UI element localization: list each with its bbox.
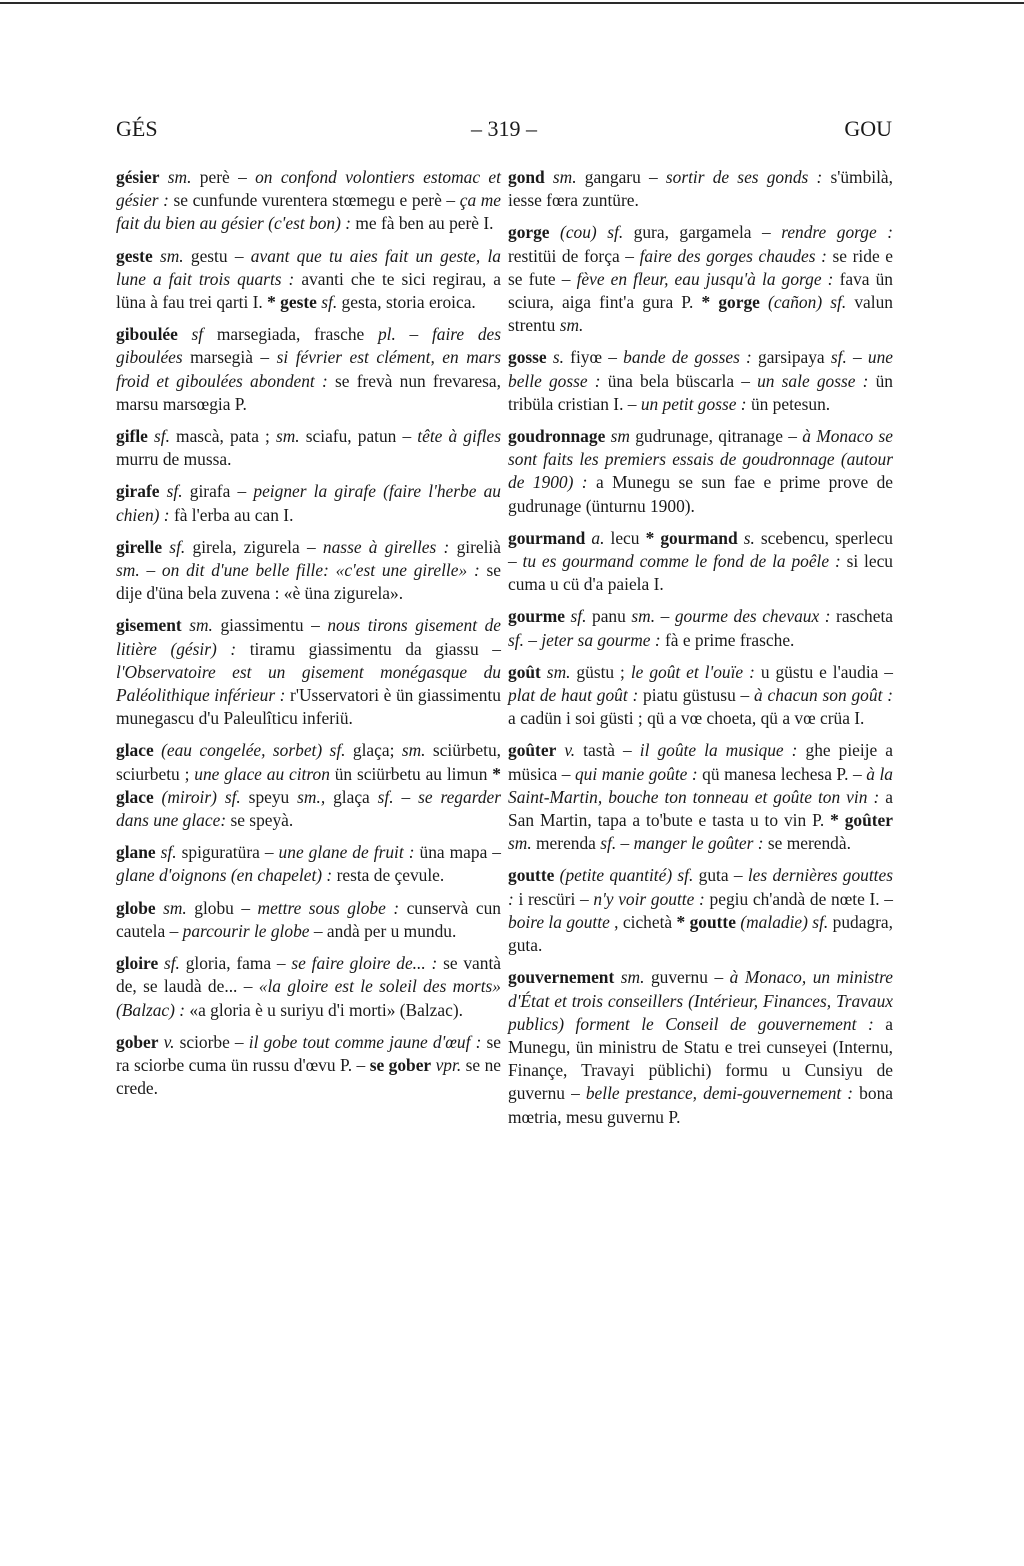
dictionary-entry [508, 425, 893, 518]
entry-text: – [655, 606, 675, 627]
italic-text: sm. [116, 560, 140, 581]
headword: gouvernement [508, 967, 615, 988]
entry-text: – [616, 833, 634, 854]
italic-text: un petit gosse : [640, 393, 747, 414]
italic-text: une belle gosse : [508, 347, 893, 391]
italic-text: un sale gosse : [757, 370, 869, 391]
italic-text: pl. [377, 324, 396, 345]
entry-text: fà e prime frasche. [660, 629, 795, 650]
headword: goûter [508, 740, 557, 761]
dictionary-entry [116, 897, 501, 943]
entry-text: fiyœ – [563, 347, 624, 368]
entry-text: a Munegu, ün ministru de Statu e trei cunseyei (Internu, Finançe, Travayi püblichi) formu u Cunsiyu de guvernu – [508, 1013, 893, 1104]
italic-text: (cañon) sf. [759, 292, 847, 313]
headword: se gober [369, 1054, 432, 1075]
entry-text: ghe pieije a müsica – [508, 740, 894, 784]
entry-text: gloria, fama – [179, 953, 292, 974]
top-border [0, 2, 1024, 4]
dictionary-entry [508, 346, 893, 416]
entry-text: glaça [325, 786, 378, 807]
entry-text: me fà ben au perè I. [351, 213, 494, 234]
entry-text: – [393, 786, 419, 807]
entry-text: gura, gargamela – [623, 222, 782, 243]
entry-text: gudrunage, qitranage – [629, 426, 803, 447]
italic-text: sf. [600, 833, 617, 854]
italic-text: fève en fleur, eau jusqu'à la gorge : [576, 268, 834, 289]
headword: * gorge [701, 292, 760, 313]
italic-text: n'y voir goutte : [593, 888, 705, 909]
italic-text: (eau congelée, sorbet) sf. [153, 740, 346, 761]
italic-text: à Monaco se sont faits les premiers essais de goudronnage (autour de 1900) : [508, 426, 893, 493]
italic-text: sf. [155, 842, 177, 863]
italic-text: (cou) sf. [549, 222, 624, 243]
entry-text: marsegià – [182, 347, 277, 368]
italic-text: vpr. [431, 1054, 462, 1075]
entry-text: se merendà. [763, 833, 851, 854]
italic-text: sm. [540, 661, 571, 682]
italic-text: sm [605, 426, 630, 447]
dictionary-entry [508, 661, 893, 731]
headword: giboulée [116, 324, 178, 345]
italic-text: s. [737, 527, 755, 548]
dictionary-entry [116, 1031, 501, 1101]
entry-text: se ra sciorbe cuma ün russu d'œvu P. – [116, 1031, 502, 1075]
italic-text: boire la goutte [508, 911, 610, 932]
entry-text: – [139, 560, 162, 581]
entry-text: a Munegu se sun fae e prime prove de gudrunage (ünturnu 1900). [508, 472, 893, 516]
italic-text: sm. [155, 897, 187, 918]
dictionary-entry [116, 952, 501, 1022]
italic-text: plat de haut goût : [508, 685, 639, 706]
headword: girafe [116, 481, 160, 502]
headword: gloire [116, 953, 159, 974]
dictionary-entry [116, 841, 501, 887]
italic-text: l'Observatoire est un gisement monégasque du Paléolithique inférieur : [116, 661, 501, 706]
entry-text: se dije d'üna bela zuvena : «è üna zigurela». [116, 560, 502, 604]
entry-text: ün petesun. [746, 393, 831, 414]
headword: glane [116, 842, 156, 863]
italic-text: tête à gifles [417, 426, 501, 447]
italic-text: (petite quantité) sf. [554, 865, 694, 886]
entry-text: se vantà de, se laudà de... – [116, 953, 501, 997]
headword: gond [508, 167, 545, 187]
entry-text: üna bela büscarla – [600, 370, 758, 391]
entry-text: ün tribüla cristian I. – [508, 370, 893, 414]
italic-text: qui manie goûte : [574, 763, 698, 784]
entry-text: se ride e se fute – [508, 245, 893, 289]
italic-text: sf. [830, 347, 847, 368]
entry-text: resta de çevule. [332, 865, 445, 886]
entry-text: scebencu, sperlecu – [508, 527, 894, 572]
italic-text: belle prestance, demi-gouvernement : [585, 1083, 854, 1104]
left-column [116, 166, 501, 1109]
entry-text: a San Martin, tapa a to'bute e tasta u to vin P. [508, 786, 893, 831]
entry-text: globu – [186, 897, 258, 918]
dictionary-entry [116, 739, 501, 832]
italic-text: à chacun son goût : [754, 685, 893, 706]
italic-text: v. [158, 1031, 175, 1052]
entry-text: se cunfunde vurentera stœmegu e perè – [168, 190, 460, 211]
italic-text: sf. [316, 292, 338, 313]
italic-text: à Monaco, un ministre d'État et trois conseillers (Intérieur, Finances, Travaux publics) forment le Conseil de gouvernement : [508, 967, 893, 1034]
headword: goutte [508, 865, 555, 886]
entry-text: qü manesa lechesa P. – [697, 763, 867, 784]
italic-text: nous tirons gisement de litière (gésir) : [116, 615, 501, 659]
dictionary-entry [116, 480, 501, 526]
headword: gorge [508, 222, 550, 243]
entry-text: spiguratüra – [176, 842, 279, 863]
dictionary-entry [116, 245, 501, 315]
entry-text: – [523, 629, 542, 650]
dictionary-entry [508, 527, 893, 597]
dictionary-entry [116, 614, 501, 730]
entry-text: – [846, 347, 868, 368]
headword: girelle [116, 536, 163, 557]
italic-text: sf. [159, 481, 183, 502]
entry-text: mascà, pata ; [169, 426, 276, 447]
entry-text: speyu [240, 786, 298, 807]
entry-text: murru de mussa. [116, 449, 232, 470]
italic-text: sf. [158, 953, 180, 974]
entry-text: gangaru – [576, 167, 666, 187]
headword: gourmand [508, 527, 586, 548]
italic-text: faire des giboulées [116, 324, 502, 368]
entry-text: i rescüri – [513, 888, 594, 909]
dictionary-entry [508, 221, 893, 337]
italic-text: glane d'oignons (en chapelet) : [116, 865, 333, 886]
italic-text: tu es gourmand comme le fond de la poêle : [522, 551, 841, 572]
headword: glace [116, 740, 154, 761]
entry-text: marsegiada, frasche [203, 324, 378, 345]
italic-text: parcourir le globe [182, 920, 310, 941]
dictionary-entry [116, 425, 501, 471]
entry-text: guta – [693, 865, 748, 886]
entry-text: cunservà cun cautela – [116, 897, 501, 941]
entry-text: se ne crede. [116, 1054, 502, 1099]
italic-text: v. [556, 740, 576, 761]
italic-text: sm. [544, 167, 577, 187]
entry-text: lecu [604, 527, 646, 548]
italic-text: sm. [631, 606, 656, 627]
italic-text: sm. [401, 740, 426, 761]
italic-text: rendre gorge : [781, 222, 893, 243]
entry-text: se speyà. [226, 810, 294, 831]
italic-text: faire des gorges chaudes : [639, 245, 827, 266]
headword: gifle [116, 426, 148, 447]
italic-text: bande de gosses : [623, 347, 752, 368]
italic-text: on confond volontiers estomac et gésier : [116, 167, 501, 211]
entry-text: avanti che te sici regirau, a lüna à fau trei qarti I. [116, 268, 501, 313]
italic-text: sm. [275, 426, 300, 447]
italic-text: sortir de ses gonds : [665, 167, 823, 187]
entry-text: rascheta [830, 606, 893, 627]
entry-text: se frevà nun frevaresa, marsu marsœgia P. [116, 370, 501, 414]
dictionary-entry [508, 739, 893, 855]
entry-text: si lecu cuma u cü d'a paiela I. [508, 551, 893, 595]
entry-text: – andà per u mundu. [309, 920, 457, 941]
entry-text: bona mœtria, mesu guvernu P. [508, 1083, 893, 1127]
italic-text: sm. [181, 615, 213, 636]
entry-text: pegiu ch'andà de nœte I. – [704, 888, 894, 909]
italic-text: sf. [377, 786, 394, 807]
dictionary-entry [508, 966, 893, 1128]
entry-text: pudagra, guta. [508, 911, 893, 956]
entry-text: girafa – [182, 481, 254, 502]
italic-text: nasse à girelles : [322, 536, 450, 557]
italic-text: peigner la girafe (faire l'herbe au chien) : [116, 481, 501, 525]
italic-text: sm. [152, 245, 184, 266]
entry-text: «a gloria è u suriyu d'i morti» (Balzac). [185, 999, 463, 1020]
entry-text: perè – [191, 167, 256, 187]
entry-text: guvernu – [644, 967, 730, 988]
dictionary-entry [116, 536, 501, 606]
entry-text: glaça; [345, 740, 402, 761]
entry-text: restitüi de força – [508, 245, 640, 266]
entry-text: girela, zigurela – [185, 536, 323, 557]
italic-text: sf. [508, 629, 524, 650]
italic-text: il gobe tout comme jaune d'œuf : [248, 1031, 482, 1052]
italic-text: (miroir) sf. [153, 786, 241, 807]
headword: gésier [116, 167, 160, 187]
italic-text: on dit d'une belle fille: «c'est une girelle» : [161, 560, 480, 581]
italic-text: une glane de fruit : [278, 842, 415, 863]
italic-text: à la Saint-Martin, bouche ton tonneau et goûte ton vin : [508, 763, 893, 807]
right-column [508, 166, 893, 1138]
dictionary-entry [508, 605, 893, 651]
entry-text: üna mapa – [414, 842, 501, 863]
entry-text: girelià [449, 536, 501, 557]
italic-text: sm., [297, 786, 326, 807]
headword: * goûter [830, 810, 893, 831]
headword: * glace [116, 763, 501, 807]
headword: gourme [508, 606, 565, 627]
headword: gober [116, 1031, 159, 1052]
entry-text: tastà – [575, 740, 640, 761]
entry-text: fà l'erba au can I. [169, 504, 294, 525]
headword: * gourmand [645, 527, 738, 548]
entry-text: ün sciürbetu au limun [329, 763, 493, 784]
entry-text: – [395, 324, 432, 345]
italic-text: (maladie) sf. [735, 911, 829, 932]
entry-text: sciafu, patun – [299, 426, 418, 447]
headword: gosse [508, 347, 547, 368]
entry-text: s'ümbilà, iesse fœra zuntüre. [508, 167, 893, 211]
italic-text: les dernières gouttes : [508, 865, 893, 909]
italic-text: se regarder dans une glace: [116, 786, 502, 831]
dictionary-entry [116, 323, 501, 416]
italic-text: gourme des chevaux : [674, 606, 831, 627]
italic-text: sm. [559, 315, 584, 336]
entry-text: güstu ; [570, 661, 631, 682]
entry-text: a cadün i soi güsti ; qü a vœ choeta, qü a vœ crüa I. [508, 708, 865, 729]
entry-text: garsipaya [751, 347, 831, 368]
italic-text: manger le goûter : [633, 833, 764, 854]
entry-text: tiramu giassimentu da giassu – [236, 638, 501, 659]
italic-text: avant que tu aies fait un geste, la lune a fait trois quarts : [116, 245, 501, 289]
italic-text: «la gloire est le soleil des morts» (Balzac) : [116, 976, 501, 1020]
entry-text: u güstu e l'audia – [754, 661, 893, 682]
entry-text: fava ün sciura, aiga fint'a gura P. [508, 268, 894, 313]
dictionary-entry [508, 864, 893, 957]
italic-text: sf. [565, 606, 587, 627]
italic-text: mettre sous globe : [257, 897, 400, 918]
headword: geste [116, 245, 153, 266]
entry-text: , cichetà [609, 911, 677, 932]
italic-text: sm. [614, 967, 645, 988]
page-header [116, 116, 892, 150]
entry-text: piatu güstusu – [638, 685, 755, 706]
italic-text: une glace au citron [194, 763, 330, 784]
entry-text: merenda [531, 833, 601, 854]
entry-text: sciürbetu, sciurbetu ; [116, 740, 501, 784]
entry-text: gestu – [183, 245, 251, 266]
headword: * geste [267, 292, 317, 313]
headword: goudronnage [508, 426, 606, 447]
entry-text: gesta, storia eroica. [337, 292, 476, 313]
italic-text: se faire gloire de... : [291, 953, 438, 974]
entry-text: giassimentu – [212, 615, 328, 636]
entry-text: valun strentu [508, 292, 893, 336]
dictionary-entry [116, 166, 501, 236]
headword: gisement [116, 615, 182, 636]
headword: goût [508, 661, 541, 682]
italic-text: a. [585, 527, 605, 548]
italic-text: ça me fait du bien au gésier (c'est bon) : [116, 190, 502, 234]
dictionary-entry [508, 166, 893, 212]
entry-text: sciorbe – [174, 1031, 249, 1052]
italic-text: sf. [147, 426, 170, 447]
italic-text: sf [177, 324, 204, 345]
entry-text: r'Usservatori è ün giassimentu munegascu d'u Paleulîticu inferiü. [116, 685, 501, 729]
header-right-guide-word: GOU [844, 116, 892, 141]
italic-text: s. [546, 347, 564, 368]
headword: globe [116, 897, 156, 918]
italic-text: si février est clément, en mars froid et giboulées abondent : [116, 347, 501, 391]
page-number: – 319 – [471, 116, 537, 141]
italic-text: le goût et l'ouïe : [630, 661, 755, 682]
headword: * goutte [676, 911, 736, 932]
italic-text: il goûte la musique : [639, 740, 798, 761]
italic-text: sf. [162, 536, 186, 557]
italic-text: jeter sa gourme : [541, 629, 661, 650]
entry-text: panu [586, 606, 632, 627]
header-left-guide-word: GÉS [116, 116, 158, 141]
italic-text: sm. [159, 167, 192, 187]
italic-text: sm. [508, 833, 532, 854]
